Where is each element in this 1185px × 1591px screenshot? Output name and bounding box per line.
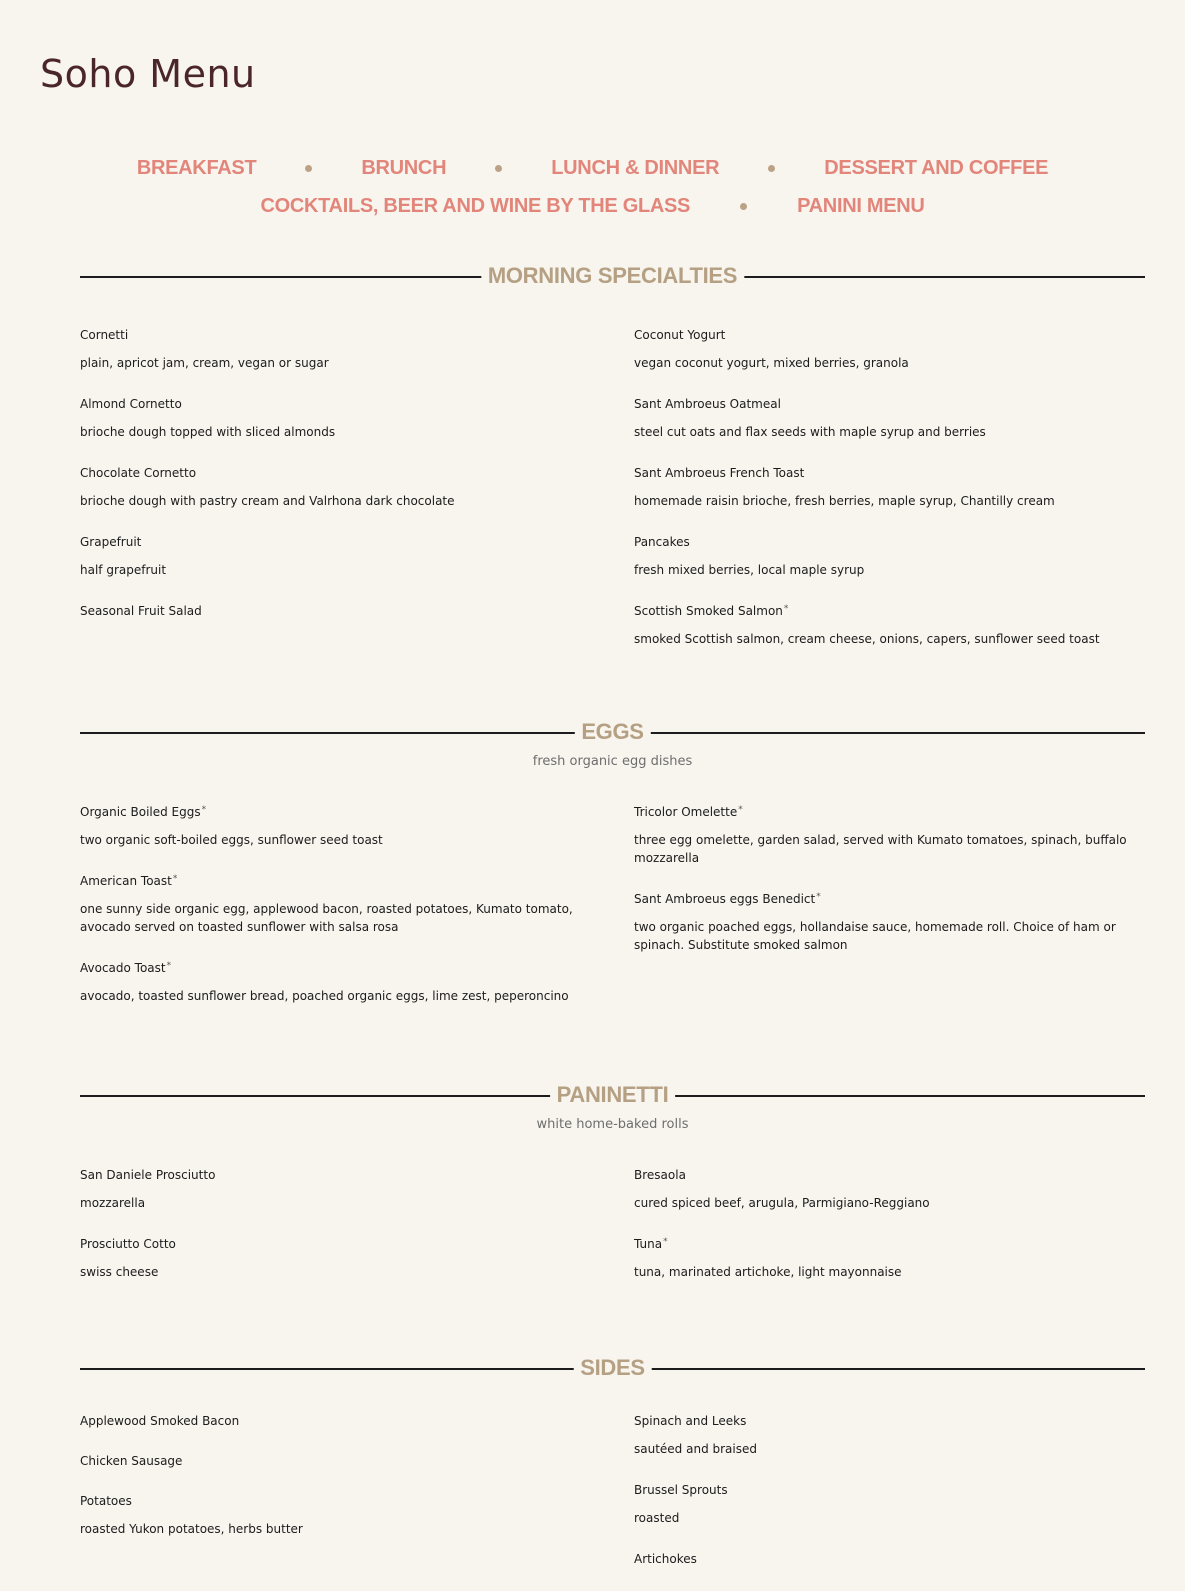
menu-item-name: Sant Ambroeus eggs Benedict*: [634, 892, 821, 906]
menu-item: [634, 396, 1154, 441]
menu-item-description: swiss cheese: [80, 1265, 159, 1279]
menu-item: [634, 1167, 1154, 1212]
menu-item: [80, 603, 610, 619]
menu-item: [80, 804, 610, 849]
menu-column-right: [634, 327, 1154, 672]
menu-item-name: Almond Cornetto: [80, 397, 182, 411]
menu-item: [80, 1413, 610, 1429]
menu-item: [634, 534, 1154, 579]
allergen-asterisk: *: [201, 805, 207, 815]
nav-brunch[interactable]: BRUNCH: [361, 157, 447, 179]
nav-separator-dot: [740, 203, 747, 210]
menu-item-description: fresh mixed berries, local maple syrup: [634, 563, 865, 577]
menu-item-name: Scottish Smoked Salmon*: [634, 604, 789, 618]
nav-dessert-coffee[interactable]: DESSERT AND COFFEE: [824, 157, 1049, 179]
menu-item-name: Artichokes: [634, 1552, 697, 1566]
menu-item-name: San Daniele Prosciutto: [80, 1168, 216, 1182]
menu-item-description: smoked Scottish salmon, cream cheese, onions, capers, sunflower seed toast: [634, 632, 1100, 646]
nav-lunch-dinner[interactable]: LUNCH & DINNER: [551, 157, 720, 179]
menu-item-description: roasted Yukon potatoes, herbs butter: [80, 1522, 303, 1536]
section-subtitle: white home-baked rolls: [536, 1117, 689, 1132]
menu-column-right: [634, 1413, 1154, 1591]
menu-item-description: avocado, toasted sunflower bread, poached organic eggs, lime zest, peperoncino: [80, 989, 569, 1003]
menu-item: [80, 1236, 610, 1281]
menu-item: [634, 603, 1154, 648]
menu-item: [634, 1551, 1154, 1567]
nav-separator-dot: [768, 165, 775, 172]
menu-column-left: [80, 1413, 610, 1562]
menu-item-name: Organic Boiled Eggs*: [80, 805, 207, 819]
section-title: EGGS: [574, 717, 650, 747]
menu-item: [80, 960, 610, 1005]
category-nav-row-1: [0, 157, 1185, 180]
menu-item-name: Cornetti: [80, 328, 129, 342]
allergen-asterisk: *: [816, 892, 821, 902]
menu-item: [80, 327, 610, 372]
menu-column-right: [634, 804, 1154, 978]
menu-item-name: Grapefruit: [80, 535, 142, 549]
menu-item: [634, 1482, 1154, 1527]
menu-item-name: Tuna*: [634, 1237, 668, 1251]
menu-item-description: plain, apricot jam, cream, vegan or sugar: [80, 356, 329, 370]
allergen-asterisk: *: [738, 805, 743, 815]
allergen-asterisk: *: [783, 604, 789, 614]
allergen-asterisk: *: [166, 961, 172, 971]
nav-panini-menu[interactable]: PANINI MENU: [797, 195, 925, 217]
menu-item-name: Chicken Sausage: [80, 1454, 183, 1468]
menu-item-description: mozzarella: [80, 1196, 146, 1210]
menu-item: [634, 327, 1154, 372]
menu-column-left: [80, 804, 610, 1029]
menu-item-name: Coconut Yogurt: [634, 328, 726, 342]
menu-column-left: [80, 327, 610, 643]
section-header: [80, 1353, 1145, 1385]
menu-item-description: homemade raisin brioche, fresh berries, maple syrup, Chantilly cream: [634, 494, 1055, 508]
menu-item-name: Spinach and Leeks: [634, 1414, 747, 1428]
menu-item-name: Sant Ambroeus French Toast: [634, 466, 805, 480]
section-title: PANINETTI: [550, 1080, 676, 1110]
menu-item-description: two organic soft-boiled eggs, sunflower seed toast: [80, 833, 383, 847]
menu-item: [634, 891, 1154, 954]
menu-item-name: Avocado Toast*: [80, 961, 172, 975]
menu-item-description: cured spiced beef, arugula, Parmigiano-Reggiano: [634, 1196, 930, 1210]
menu-item-description: three egg omelette, garden salad, served with Kumato tomatoes, spinach, buffalo mozzarella: [634, 833, 1127, 865]
menu-item: [80, 534, 610, 579]
menu-item: [634, 1236, 1154, 1281]
site-title[interactable]: Soho Menu: [40, 52, 256, 96]
section-sides: [80, 1353, 1145, 1566]
menu-column-right: [634, 1167, 1154, 1305]
menu-item-name: American Toast*: [80, 874, 178, 888]
section-title: MORNING SPECIALTIES: [481, 261, 744, 291]
section-header: [80, 261, 1145, 293]
menu-item-name: Brussel Sprouts: [634, 1483, 728, 1497]
menu-item: [634, 465, 1154, 510]
allergen-asterisk: *: [172, 874, 178, 884]
menu-item-name: Chocolate Cornetto: [80, 466, 197, 480]
menu-item: [80, 465, 610, 510]
nav-separator-dot: [305, 165, 312, 172]
menu-item-name: Pancakes: [634, 535, 690, 549]
menu-item-description: vegan coconut yogurt, mixed berries, granola: [634, 356, 909, 370]
menu-item: [80, 1493, 610, 1538]
menu-item-name: Bresaola: [634, 1168, 686, 1182]
section-eggs: [80, 717, 1145, 1003]
menu-item-name: Potatoes: [80, 1494, 132, 1508]
nav-breakfast[interactable]: BREAKFAST: [136, 157, 257, 179]
nav-cocktails-beer-wine[interactable]: COCKTAILS, BEER AND WINE BY THE GLASS: [260, 195, 691, 217]
menu-item-description: roasted: [634, 1511, 680, 1525]
section-paninetti: [80, 1080, 1145, 1279]
menu-item-name: Applewood Smoked Bacon: [80, 1414, 240, 1428]
menu-item-name: Sant Ambroeus Oatmeal: [634, 397, 781, 411]
menu-item-description: brioche dough topped with sliced almonds: [80, 425, 336, 439]
menu-item-description: two organic poached eggs, hollandaise sauce, homemade roll. Choice of ham or spinach. Substitute smoked salmon: [634, 920, 1116, 952]
menu-item: [634, 804, 1154, 867]
section-header: [80, 717, 1145, 749]
nav-separator-dot: [495, 165, 502, 172]
menu-item-name: Seasonal Fruit Salad: [80, 604, 202, 618]
menu-item-description: brioche dough with pastry cream and Valrhona dark chocolate: [80, 494, 455, 508]
menu-item: [80, 396, 610, 441]
menu-item: [634, 1413, 1154, 1458]
menu-item-description: steel cut oats and flax seeds with maple syrup and berries: [634, 425, 986, 439]
menu-item: [80, 873, 610, 936]
section-header: [80, 1080, 1145, 1112]
menu-item-name: Tricolor Omelette*: [634, 805, 743, 819]
menu-item-description: sautéed and braised: [634, 1442, 757, 1456]
menu-column-left: [80, 1167, 610, 1305]
menu-item-description: one sunny side organic egg, applewood bacon, roasted potatoes, Kumato tomato, avocado served on toasted sunflower with salsa rosa: [80, 902, 573, 934]
category-nav-row-2: [0, 195, 1185, 218]
menu-item-description: half grapefruit: [80, 563, 167, 577]
menu-item-name: Prosciutto Cotto: [80, 1237, 176, 1251]
menu-item: [80, 1167, 610, 1212]
section-morning-specialties: [80, 261, 1145, 646]
menu-item-description: tuna, marinated artichoke, light mayonnaise: [634, 1265, 902, 1279]
section-subtitle: fresh organic egg dishes: [532, 754, 693, 769]
menu-item: [80, 1453, 610, 1469]
section-title: SIDES: [573, 1353, 652, 1383]
allergen-asterisk: *: [663, 1237, 668, 1247]
